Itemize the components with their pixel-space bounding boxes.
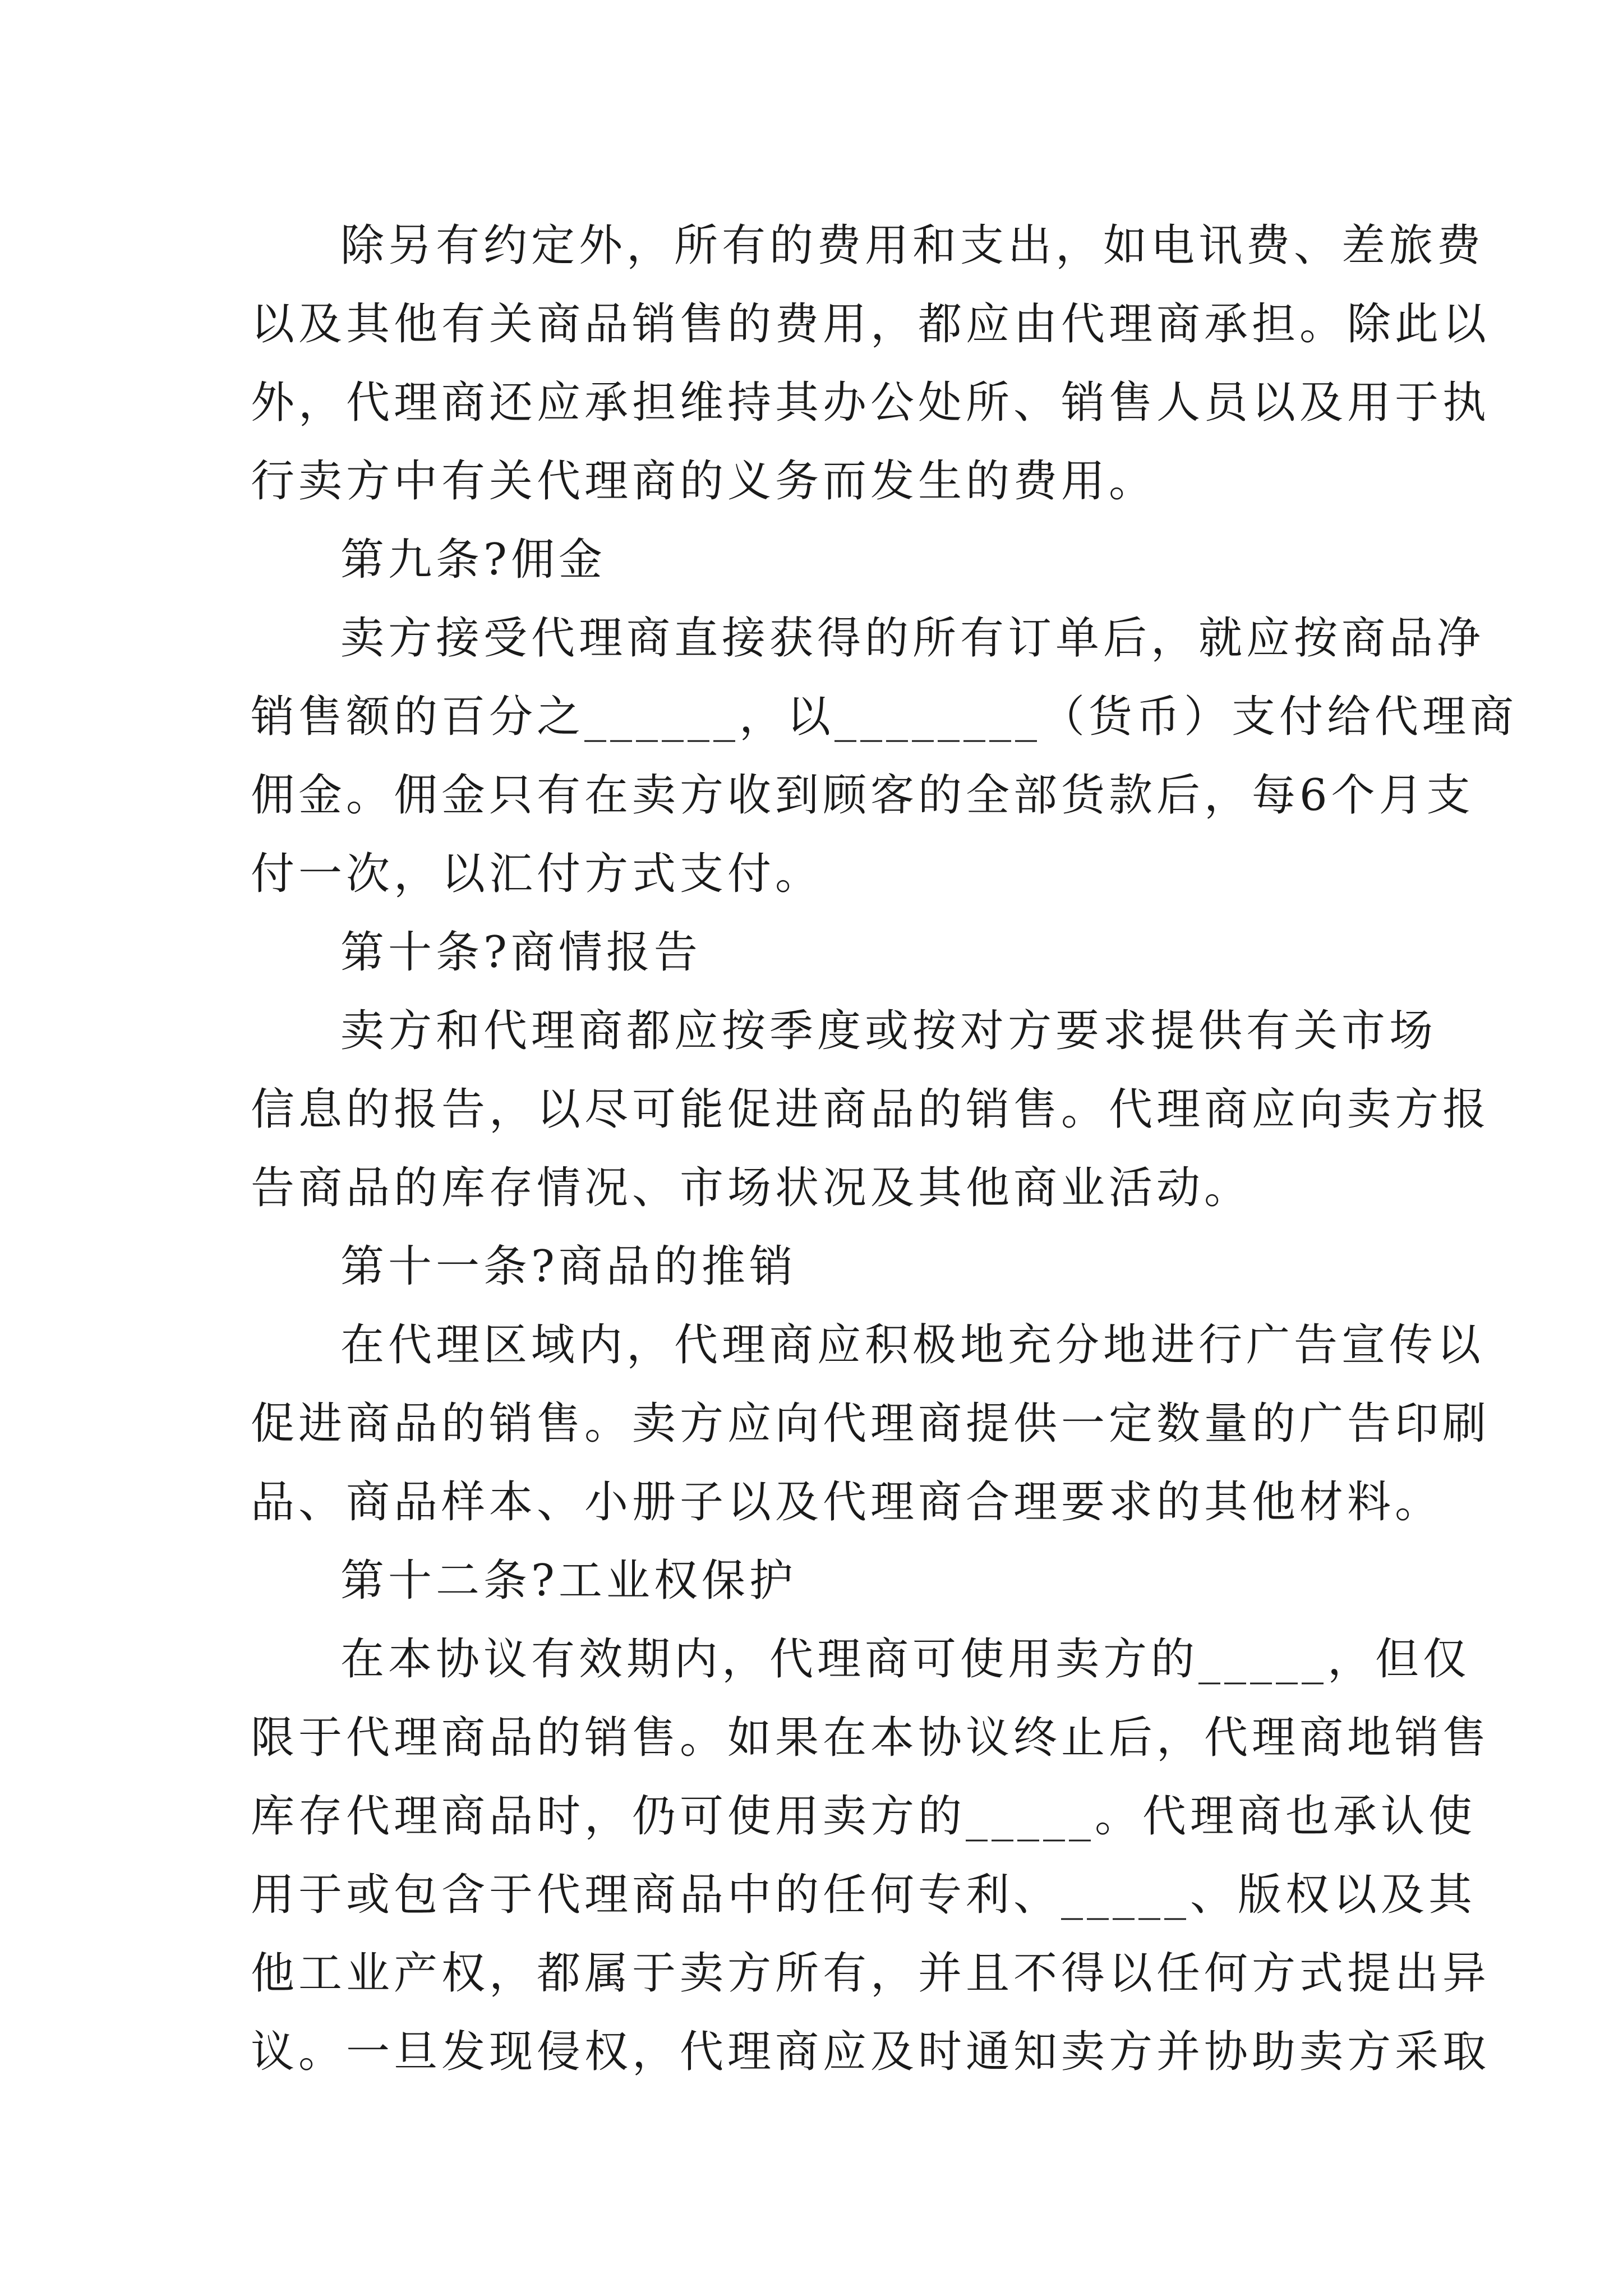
paragraph-commission-line-2: 销售额的百分之______，以________（货币）支付给代理商	[251, 692, 1518, 742]
paragraph-expenses-line-1: 除另有约定外，所有的费用和支出，如电讯费、差旅费	[340, 220, 1485, 271]
paragraph-report-line-3: 告商品的库存情况、市场状况及其他商业活动。	[251, 1163, 1252, 1213]
article-11-heading: 第十一条?商品的推销	[340, 1241, 797, 1292]
paragraph-commission-line-4: 付一次，以汇付方式支付。	[251, 849, 823, 899]
paragraph-promotion-line-3: 品、商品样本、小册子以及代理商合理要求的其他材料。	[251, 1477, 1443, 1527]
paragraph-ip-line-3: 库存代理商品时，仍可使用卖方的_____。代理商也承认使	[251, 1791, 1477, 1842]
paragraph-ip-line-2: 限于代理商品的销售。如果在本协议终止后，代理商地销售	[251, 1713, 1491, 1763]
paragraph-commission-line-3: 佣金。佣金只有在卖方收到顾客的全部货款后，每6个月支	[251, 770, 1474, 821]
paragraph-ip-line-6: 议。一旦发现侵权，代理商应及时通知卖方并协助卖方采取	[251, 2027, 1491, 2077]
article-12-heading: 第十二条?工业权保护	[340, 1556, 797, 1606]
paragraph-report-line-2: 信息的报告，以尽可能促进商品的销售。代理商应向卖方报	[251, 1084, 1491, 1135]
paragraph-expenses-line-3: 外，代理商还应承担维持其办公处所、销售人员以及用于执	[251, 378, 1491, 428]
paragraph-ip-line-4: 用于或包含于代理商品中的任何专利、_____、版权以及其	[251, 1870, 1477, 1920]
paragraph-expenses-line-4: 行卖方中有关代理商的义务而发生的费用。	[251, 456, 1157, 507]
paragraph-promotion-line-1: 在代理区域内，代理商应积极地充分地进行广告宣传以	[340, 1320, 1485, 1370]
article-9-heading: 第九条?佣金	[340, 535, 606, 585]
paragraph-report-line-1: 卖方和代理商都应按季度或按对方要求提供有关市场	[340, 1006, 1437, 1056]
article-10-heading: 第十条?商情报告	[340, 927, 702, 978]
paragraph-expenses-line-2: 以及其他有关商品销售的费用，都应由代理商承担。除此以	[251, 299, 1491, 349]
paragraph-commission-line-1: 卖方接受代理商直接获得的所有订单后，就应按商品净	[340, 613, 1485, 664]
paragraph-ip-line-5: 他工业产权，都属于卖方所有，并且不得以任何方式提出异	[251, 1948, 1491, 1999]
paragraph-promotion-line-2: 促进商品的销售。卖方应向代理商提供一定数量的广告印刷	[251, 1398, 1491, 1449]
paragraph-ip-line-1: 在本协议有效期内，代理商可使用卖方的_____，但仅	[340, 1634, 1471, 1685]
